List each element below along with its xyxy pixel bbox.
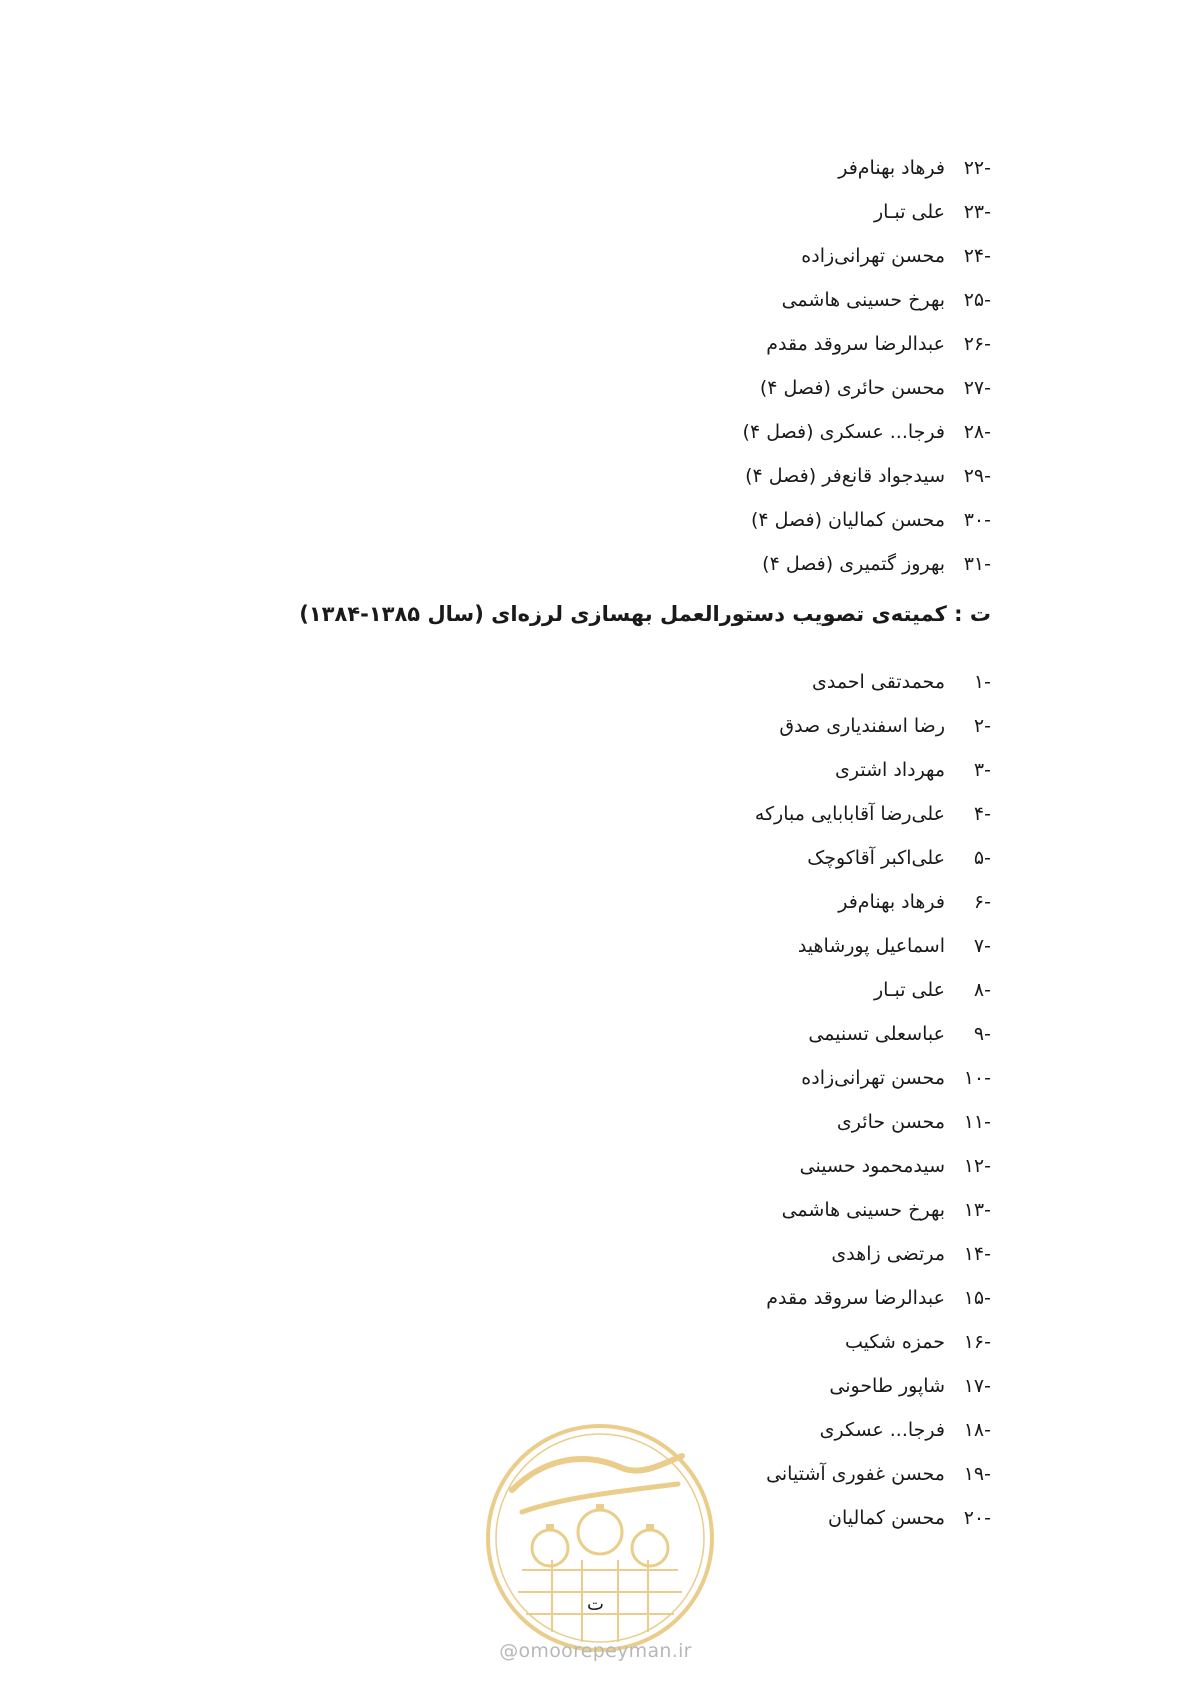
list-item-name: محمدتقی احمدی [811, 671, 945, 693]
list-item [755, 792, 991, 836]
list-item-name: محسن تهرانی‌زاده [801, 1067, 945, 1089]
list-item [755, 1144, 991, 1188]
list-item-name: علی‌رضا آقابابایی مبارکه [754, 803, 945, 825]
list-item-name: علی تبـار [873, 979, 945, 1001]
list-item-number: -۱ [973, 671, 991, 693]
list-item [743, 454, 991, 498]
list-item-number: -۴ [973, 803, 991, 825]
list-item-name: عباسعلی تسنیمی [808, 1023, 945, 1045]
list-item-name: محسن حائری [836, 1111, 945, 1133]
list-item [755, 704, 991, 748]
list-item [743, 322, 991, 366]
list-item [743, 278, 991, 322]
list-item-number: -۱۳ [963, 1199, 991, 1221]
list-item-number: -۵ [973, 847, 991, 869]
section-heading: ت : کمیته‌ی تصویب دستورالعمل بهسازی لرزه‌ای (سال ۱۳۸۵-۱۳۸۴) [299, 602, 991, 626]
list-item-number: -۱۶ [963, 1331, 991, 1353]
list-item-number: -۲۳ [963, 201, 991, 223]
list-item-number: -۲۷ [963, 377, 991, 399]
list-item-name: مرتضی زاهدی [831, 1243, 945, 1265]
list-item [755, 1056, 991, 1100]
page-number: ت [587, 1594, 604, 1615]
list-item-number: -۱۹ [963, 1463, 991, 1485]
list-item-number: -۱۲ [963, 1155, 991, 1177]
continued-member-list [743, 146, 991, 586]
list-item-number: -۲۲ [963, 157, 991, 179]
list-item-number: -۳ [973, 759, 991, 781]
list-item-name: محسن تهرانی‌زاده [801, 245, 945, 267]
list-item [743, 146, 991, 190]
list-item-name: عبدالرضا سروقد مقدم [766, 1287, 945, 1309]
list-item-name: سیدجواد قانع‌فر (فصل ۴) [745, 465, 945, 487]
list-item-name: بهرخ حسینی هاشمی [781, 1199, 945, 1221]
list-item [743, 410, 991, 454]
list-item-number: -۲۸ [963, 421, 991, 443]
list-item-name: فرهاد بهنام‌فر [838, 157, 945, 179]
list-item-number: -۲۴ [963, 245, 991, 267]
list-item-number: -۹ [973, 1023, 991, 1045]
list-item-name: فرهاد بهنام‌فر [838, 891, 945, 913]
list-item-number: -۷ [973, 935, 991, 957]
list-item [755, 1100, 991, 1144]
list-item-name: بهروز گتمیری (فصل ۴) [762, 553, 945, 575]
list-item [755, 836, 991, 880]
list-item [755, 1232, 991, 1276]
list-item [755, 880, 991, 924]
list-item [755, 1012, 991, 1056]
watermark-seal-logo [482, 1420, 718, 1656]
list-item-name: علی‌اکبر آقاکوچک [807, 847, 945, 869]
list-item-number: -۲۰ [963, 1507, 991, 1529]
list-item-name: مهرداد اشتری [835, 759, 945, 781]
list-item-number: -۳۰ [963, 509, 991, 531]
list-item-name: محسن کمالیان [828, 1507, 945, 1529]
list-item-number: -۶ [973, 891, 991, 913]
list-item [755, 968, 991, 1012]
list-item-number: -۲۶ [963, 333, 991, 355]
list-item-name: فرجا... عسکری [819, 1419, 945, 1441]
list-item-name: اسماعیل پورشاهید [797, 935, 945, 957]
list-item-name: محسن غفوری آشتیانی [766, 1463, 945, 1485]
list-item-number: -۱۷ [963, 1375, 991, 1397]
list-item [755, 1188, 991, 1232]
list-item-number: -۳۱ [963, 553, 991, 575]
list-item [743, 366, 991, 410]
list-item-number: -۱۰ [963, 1067, 991, 1089]
list-item [755, 748, 991, 792]
list-item-name: شاپور طاحونی [829, 1375, 945, 1397]
list-item-number: -۱۸ [963, 1419, 991, 1441]
list-item [755, 660, 991, 704]
list-item-number: -۲۵ [963, 289, 991, 311]
list-item [755, 924, 991, 968]
list-item [755, 1276, 991, 1320]
list-item-number: -۲۹ [963, 465, 991, 487]
list-item-name: فرجا... عسکری (فصل ۴) [742, 421, 945, 443]
list-item [755, 1320, 991, 1364]
list-item-name: رضا اسفندیاری صدق [779, 715, 945, 737]
list-item-name: بهرخ حسینی هاشمی [781, 289, 945, 311]
list-item-name: حمزه شکیب [844, 1331, 945, 1353]
list-item-number: -۲ [973, 715, 991, 737]
watermark-url: @omoorepeyman.ir [499, 1640, 692, 1662]
list-item-name: سیدمحمود حسینی [799, 1155, 945, 1177]
committee-member-list [755, 660, 991, 1540]
list-item [743, 542, 991, 586]
list-item [743, 190, 991, 234]
list-item [755, 1408, 991, 1452]
list-item-number: -۱۴ [963, 1243, 991, 1265]
list-item [743, 234, 991, 278]
list-item-number: -۱۵ [963, 1287, 991, 1309]
list-item-number: -۸ [973, 979, 991, 1001]
list-item-name: عبدالرضا سروقد مقدم [766, 333, 945, 355]
list-item [755, 1452, 991, 1496]
list-item-name: محسن حائری (فصل ۴) [759, 377, 945, 399]
list-item [755, 1364, 991, 1408]
list-item [743, 498, 991, 542]
list-item [755, 1496, 991, 1540]
list-item-number: -۱۱ [963, 1111, 991, 1133]
list-item-name: علی تبـار [873, 201, 945, 223]
list-item-name: محسن کمالیان (فصل ۴) [750, 509, 945, 531]
